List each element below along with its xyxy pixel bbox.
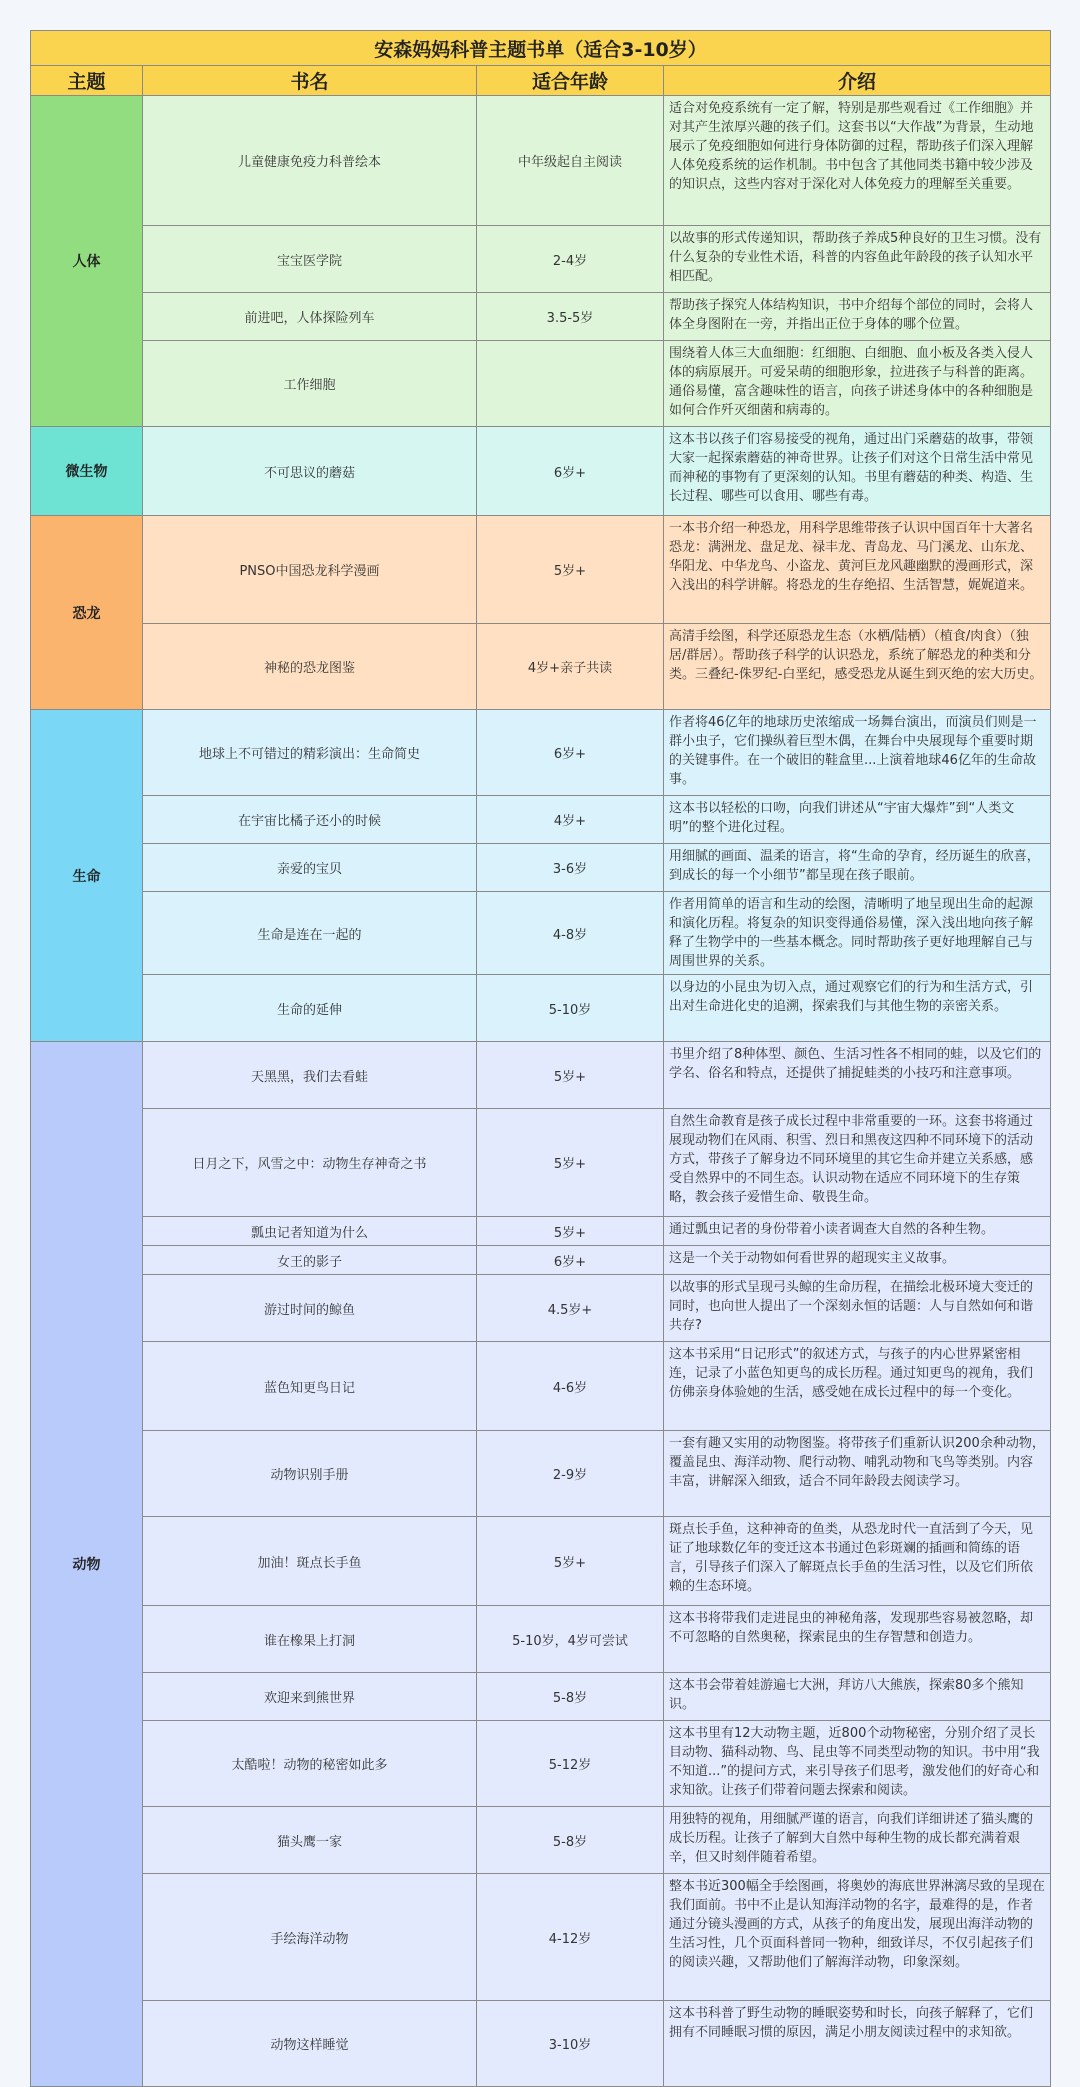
intro-cell: 这本书里有12大动物主题，近800个动物秘密，分别介绍了灵长目动物、猫科动物、鸟、昆虫等不同类型动物的知识。书中用“我不知道...”的提问方式，来引导孩子们思考，激发他们的好奇心和求知欲。让孩子们带着问题去探索和阅读。 <box>664 1721 1051 1807</box>
table-row <box>31 1673 1051 1721</box>
header-book: 书名 <box>143 66 477 96</box>
table-row <box>31 1275 1051 1342</box>
intro-cell: 用细腻的画面、温柔的语言，将“生命的孕育，经历诞生的欣喜，到成长的每一个小细节”都呈现在孩子眼前。 <box>664 844 1051 892</box>
book-name-cell: 女王的影子 <box>143 1246 477 1275</box>
intro-cell: 作者将46亿年的地球历史浓缩成一场舞台演出，而演员们则是一群小虫子，它们操纵着巨型木偶，在舞台中央展现每个重要时期的关键事件。在一个破旧的鞋盒里...上演着地球46亿年的生命故事。 <box>664 710 1051 796</box>
table-row <box>31 1217 1051 1246</box>
book-name-cell: 游过时间的鲸鱼 <box>143 1275 477 1342</box>
age-cell: 4.5岁+ <box>477 1275 664 1342</box>
table-row <box>31 844 1051 892</box>
table-row <box>31 2001 1051 2087</box>
booklist-table <box>30 30 1051 2087</box>
book-name-cell: 生命的延伸 <box>143 975 477 1042</box>
intro-cell: 整本书近300幅全手绘图画，将奥妙的海底世界淋漓尽致的呈现在我们面前。书中不止是认知海洋动物的名字，最难得的是，作者通过分镜头漫画的方式，从孩子的角度出发，展现出海洋动物的生活习性，几个页面科普同一物种，细致详尽，不仅引起孩子们的阅读兴趣，又帮助他们了解海洋动物，印象深刻。 <box>664 1874 1051 2001</box>
table-row <box>31 1246 1051 1275</box>
book-name-cell: 亲爱的宝贝 <box>143 844 477 892</box>
table-row <box>31 1431 1051 1517</box>
book-name-cell: 谁在橡果上打洞 <box>143 1606 477 1673</box>
age-cell: 3-10岁 <box>477 2001 664 2087</box>
age-cell: 4岁+亲子共读 <box>477 624 664 710</box>
age-cell: 5岁+ <box>477 516 664 624</box>
table-body <box>31 96 1051 2087</box>
intro-cell: 帮助孩子探究人体结构知识，书中介绍每个部位的同时，会将人体全身图附在一旁，并指出正位于身体的哪个位置。 <box>664 293 1051 341</box>
book-name-cell: 加油！斑点长手鱼 <box>143 1517 477 1606</box>
table-row <box>31 1342 1051 1431</box>
table-row <box>31 96 1051 226</box>
intro-cell: 这本书科普了野生动物的睡眠姿势和时长，向孩子解释了，它们拥有不同睡眠习惯的原因，满足小朋友阅读过程中的求知欲。 <box>664 2001 1051 2087</box>
table-row <box>31 624 1051 710</box>
table-row <box>31 1109 1051 1217</box>
book-name-cell: 儿童健康免疫力科普绘本 <box>143 96 477 226</box>
theme-cell: 人体 <box>31 96 143 427</box>
age-cell: 5岁+ <box>477 1109 664 1217</box>
table-row <box>31 293 1051 341</box>
theme-cell: 生命 <box>31 710 143 1042</box>
age-cell: 5-10岁，4岁可尝试 <box>477 1606 664 1673</box>
table-row <box>31 516 1051 624</box>
table-row <box>31 892 1051 975</box>
intro-cell: 一本书介绍一种恐龙，用科学思维带孩子认识中国百年十大著名恐龙：满洲龙、盘足龙、禄丰龙、青岛龙、马门溪龙、山东龙、华阳龙、中华龙鸟、小盗龙、黄河巨龙风趣幽默的漫画形式，深入浅出的科学讲解。将恐龙的生存绝招、生活智慧，娓娓道来。 <box>664 516 1051 624</box>
intro-cell: 这本书以孩子们容易接受的视角，通过出门采蘑菇的故事，带领大家一起探索蘑菇的神奇世界。让孩子们对这个日常生活中常见而神秘的事物有了更深刻的认知。书里有蘑菇的种类、构造、生长过程、哪些可以食用、哪些有毒。 <box>664 427 1051 516</box>
table-row <box>31 1807 1051 1874</box>
age-cell: 5岁+ <box>477 1042 664 1109</box>
intro-cell: 一套有趣又实用的动物图鉴。将带孩子们重新认识200余种动物，覆盖昆虫、海洋动物、爬行动物、哺乳动物和飞鸟等类别。内容丰富，讲解深入细致，适合不同年龄段去阅读学习。 <box>664 1431 1051 1517</box>
book-name-cell: 动物识别手册 <box>143 1431 477 1517</box>
book-name-cell: 天黑黑，我们去看蛙 <box>143 1042 477 1109</box>
age-cell: 4-12岁 <box>477 1874 664 2001</box>
book-name-cell: 太酷啦！动物的秘密如此多 <box>143 1721 477 1807</box>
age-cell: 5-10岁 <box>477 975 664 1042</box>
intro-cell: 书里介绍了8种体型、颜色、生活习性各不相同的蛙，以及它们的学名、俗名和特点，还提供了捕捉蛙类的小技巧和注意事项。 <box>664 1042 1051 1109</box>
intro-cell: 这本书采用“日记形式”的叙述方式，与孩子的内心世界紧密相连，记录了小蓝色知更鸟的成长历程。通过知更鸟的视角，我们仿佛亲身体验她的生活，感受她在成长过程中的每一个变化。 <box>664 1342 1051 1431</box>
intro-cell: 围绕着人体三大血细胞：红细胞、白细胞、血小板及各类入侵人体的病原展开。可爱呆萌的细胞形象，拉进孩子与科普的距离。通俗易懂，富含趣味性的语言，向孩子讲述身体中的各种细胞是如何合作歼灭细菌和病毒的。 <box>664 341 1051 427</box>
intro-cell: 自然生命教育是孩子成长过程中非常重要的一环。这套书将通过展现动物们在风雨、积雪、烈日和黑夜这四种不同环境下的活动方式，带孩子了解身边不同环境里的其它生命并建立关系感，感受自然界中的不同生态。认识动物在适应不同环境下的生存策略，教会孩子爱惜生命、敬畏生命。 <box>664 1109 1051 1217</box>
age-cell: 2-9岁 <box>477 1431 664 1517</box>
book-name-cell: 动物这样睡觉 <box>143 2001 477 2087</box>
age-cell: 4-8岁 <box>477 892 664 975</box>
age-cell: 3.5-5岁 <box>477 293 664 341</box>
book-name-cell: PNSO中国恐龙科学漫画 <box>143 516 477 624</box>
age-cell: 2-4岁 <box>477 226 664 293</box>
age-cell: 4-6岁 <box>477 1342 664 1431</box>
intro-cell: 这本书会带着娃游遍七大洲，拜访八大熊族，探索80多个熊知识。 <box>664 1673 1051 1721</box>
theme-cell: 动物 <box>31 1042 143 2087</box>
book-name-cell: 瓢虫记者知道为什么 <box>143 1217 477 1246</box>
table-row <box>31 796 1051 844</box>
book-name-cell: 前进吧，人体探险列车 <box>143 293 477 341</box>
age-cell: 4岁+ <box>477 796 664 844</box>
book-name-cell: 手绘海洋动物 <box>143 1874 477 2001</box>
intro-cell: 高清手绘图，科学还原恐龙生态（水栖/陆栖）（植食/肉食）（独居/群居）。帮助孩子科学的认识恐龙，系统了解恐龙的种类和分类。三叠纪-侏罗纪-白垩纪，感受恐龙从诞生到灭绝的宏大历史。 <box>664 624 1051 710</box>
intro-cell: 以故事的形式呈现弓头鲸的生命历程，在描绘北极环境大变迁的同时，也向世人提出了一个深刻永恒的话题：人与自然如何和谐共存? <box>664 1275 1051 1342</box>
book-name-cell: 欢迎来到熊世界 <box>143 1673 477 1721</box>
intro-cell: 这本书将带我们走进昆虫的神秘角落，发现那些容易被忽略，却不可忽略的自然奥秘，探索昆虫的生存智慧和创造力。 <box>664 1606 1051 1673</box>
table-row <box>31 1721 1051 1807</box>
age-cell: 中年级起自主阅读 <box>477 96 664 226</box>
table-row <box>31 341 1051 427</box>
age-cell: 6岁+ <box>477 427 664 516</box>
table-row <box>31 1874 1051 2001</box>
book-name-cell: 日月之下，风雪之中：动物生存神奇之书 <box>143 1109 477 1217</box>
book-name-cell: 宝宝医学院 <box>143 226 477 293</box>
book-name-cell: 工作细胞 <box>143 341 477 427</box>
book-name-cell: 地球上不可错过的精彩演出：生命简史 <box>143 710 477 796</box>
age-cell: 6岁+ <box>477 710 664 796</box>
table-row <box>31 1042 1051 1109</box>
table-row <box>31 1517 1051 1606</box>
age-cell <box>477 341 664 427</box>
header-intro: 介绍 <box>664 66 1051 96</box>
age-cell: 3-6岁 <box>477 844 664 892</box>
age-cell: 5岁+ <box>477 1517 664 1606</box>
age-cell: 5-12岁 <box>477 1721 664 1807</box>
book-name-cell: 在宇宙比橘子还小的时候 <box>143 796 477 844</box>
age-cell: 5-8岁 <box>477 1807 664 1874</box>
book-name-cell: 蓝色知更鸟日记 <box>143 1342 477 1431</box>
book-name-cell: 神秘的恐龙图鉴 <box>143 624 477 710</box>
age-cell: 5-8岁 <box>477 1673 664 1721</box>
intro-cell: 斑点长手鱼，这种神奇的鱼类，从恐龙时代一直活到了今天，见证了地球数亿年的变迁这本书通过色彩斑斓的插画和简练的语言，引导孩子们深入了解斑点长手鱼的生活习性，以及它们所依赖的生态环境。 <box>664 1517 1051 1606</box>
table-row <box>31 427 1051 516</box>
header-theme: 主题 <box>31 66 143 96</box>
table-row <box>31 710 1051 796</box>
intro-cell: 以身边的小昆虫为切入点，通过观察它们的行为和生活方式，引出对生命进化史的追溯，探索我们与其他生物的亲密关系。 <box>664 975 1051 1042</box>
intro-cell: 通过瓢虫记者的身份带着小读者调查大自然的各种生物。 <box>664 1217 1051 1246</box>
age-cell: 5岁+ <box>477 1217 664 1246</box>
intro-cell: 作者用简单的语言和生动的绘图，清晰明了地呈现出生命的起源和演化历程。将复杂的知识变得通俗易懂，深入浅出地向孩子解释了生物学中的一些基本概念。同时帮助孩子更好地理解自己与周围世界的关系。 <box>664 892 1051 975</box>
theme-cell: 恐龙 <box>31 516 143 710</box>
intro-cell: 适合对免疫系统有一定了解，特别是那些观看过《工作细胞》并对其产生浓厚兴趣的孩子们。这套书以“大作战”为背景，生动地展示了免疫细胞如何进行身体防御的过程，帮助孩子们深入理解人体免疫系统的运作机制。书中包含了其他同类书籍中较少涉及的知识点，这些内容对于深化对人体免疫力的理解至关重要。 <box>664 96 1051 226</box>
intro-cell: 这是一个关于动物如何看世界的超现实主义故事。 <box>664 1246 1051 1275</box>
book-name-cell: 猫头鹰一家 <box>143 1807 477 1874</box>
age-cell: 6岁+ <box>477 1246 664 1275</box>
intro-cell: 这本书以轻松的口吻，向我们讲述从“宇宙大爆炸”到“人类文明”的整个进化过程。 <box>664 796 1051 844</box>
book-name-cell: 生命是连在一起的 <box>143 892 477 975</box>
intro-cell: 用独特的视角，用细腻严谨的语言，向我们详细讲述了猫头鹰的成长历程。让孩子了解到大自然中每种生物的成长都充满着艰辛，但又时刻伴随着希望。 <box>664 1807 1051 1874</box>
table-title: 安森妈妈科普主题书单（适合3-10岁） <box>31 31 1051 66</box>
table-row <box>31 1606 1051 1673</box>
theme-cell: 微生物 <box>31 427 143 516</box>
table-row <box>31 975 1051 1042</box>
book-name-cell: 不可思议的蘑菇 <box>143 427 477 516</box>
header-age: 适合年龄 <box>477 66 664 96</box>
table-row <box>31 226 1051 293</box>
intro-cell: 以故事的形式传递知识，帮助孩子养成5种良好的卫生习惯。没有什么复杂的专业性术语，科普的内容鱼此年龄段的孩子认知水平相匹配。 <box>664 226 1051 293</box>
